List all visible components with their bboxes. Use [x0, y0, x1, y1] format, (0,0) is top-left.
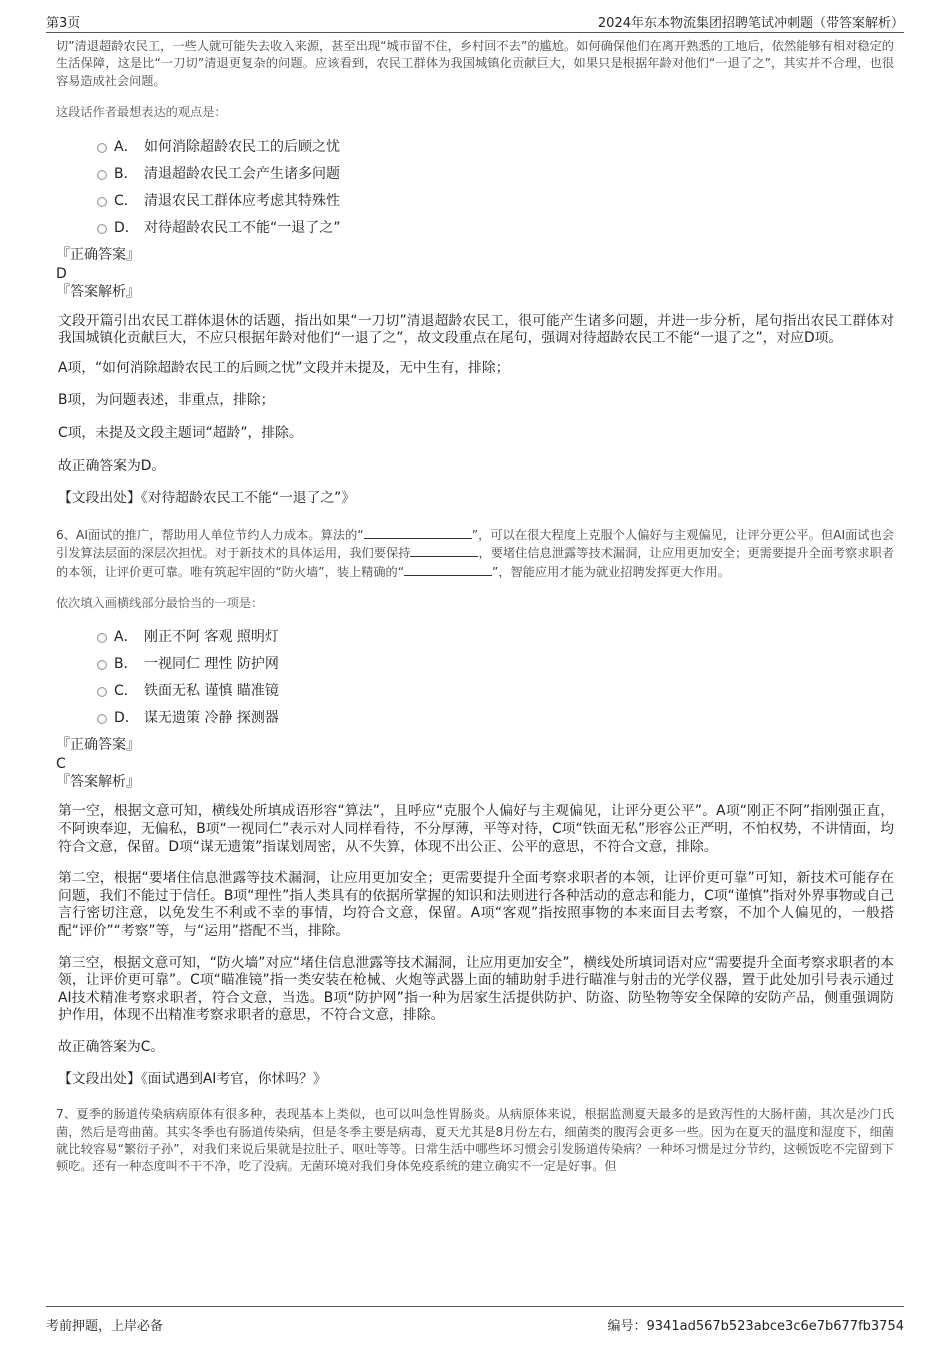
radio-icon[interactable]	[97, 170, 107, 180]
q6-source: 【文段出处】《面试遇到AI考官，你怵吗？》	[58, 1070, 327, 1087]
q5-option-a[interactable]: A． 如何消除超龄农民工的后顾之忧	[56, 134, 894, 161]
q6-option-a[interactable]: A． 刚正不阿 客观 照明灯	[56, 624, 894, 651]
q5-option-d[interactable]: D． 对待超龄农民工不能“一退了之”	[56, 215, 894, 242]
q5-passage: 切”清退超龄农民工，一些人就可能失去收入来源，甚至出现“城市留不住，乡村回不去”的尴尬。如何确保他们在离开熟悉的工地后，依然能够有相对稳定的生活保障，这是比“一刀切”清退更复杂的问题。应该看到，农民工群体为我国城镇化贡献巨大，如果只是根据年龄对他们“一退了之”，其实并不合理，也很容易造成社会问题。	[56, 39, 894, 88]
q6-explanation-1: 第一空，根据文意可知，横线处所填成语形容“算法”，且呼应“克服个人偏好与主观偏见，让评分更公平”。A项“刚正不阿”指刚强正直，不阿谀奉迎，无偏私，B项“一视同仁”表示对人同样看待，不分厚薄，平等对待，C项“铁面无私”形容公正严明，不怕权势，不讲情面，均符合文意，保留。D项“谋无遗策”指谋划周密，从不失算，体现不出公正、公平的意思，不符合文意，排除。	[58, 803, 894, 855]
document-code: 编号：9341ad567b523abce3c6e7b677fb3754	[607, 1319, 904, 1334]
q6-passage: 6、AI面试的推广，帮助用人单位节约人力成本。算法的“ ”，可以在很大程度上克服个人偏好与主观偏见，让评分更公平。但AI面试也会引发算法层面的深层次担忧。对于新技术的具体运用，我们要保持 ，要堵住信息泄露等技术漏洞，让应用更加安全；更需要提升全面考察求职者的本领，让评价更可靠。唯有筑起牢固的“防火墙”，装上精确的“ ”，智能应用才能为就业招聘发挥更大作用。	[56, 527, 895, 579]
blank-2[interactable]	[410, 544, 478, 557]
blank-3[interactable]	[404, 563, 492, 576]
q6-option-d[interactable]: D． 谋无遗策 冷静 探测器	[56, 705, 894, 732]
q5-explanation-5: 故正确答案为D。	[58, 457, 166, 474]
radio-icon[interactable]	[97, 143, 107, 153]
q6-prompt: 依次填入画横线部分最恰当的一项是：	[56, 596, 264, 610]
q5-answer: D	[56, 265, 67, 282]
q6-option-c[interactable]: C． 铁面无私 谨慎 瞄准镜	[56, 678, 894, 705]
q5-explanation-4: C项，未提及文段主题词“超龄”，排除。	[58, 425, 303, 441]
radio-icon[interactable]	[97, 224, 107, 234]
q6-explanation-2: 第二空，根据“要堵住信息泄露等技术漏洞，让应用更加安全；更需要提升全面考察求职者的本领，让评价更可靠”可知，新技术可能存在问题，我们不能过于信任。B项“理性”指人类具有的依据所掌握的知识和法则进行各种活动的意志和能力，C项“谨慎”指对外界事物或自己言行密切注意，以免发生不利或不幸的事情，均符合文意，保留。A项“客观”指按照事物的本来面目去考察，不加个人偏见的，一般搭配“评价”“考察”等，与“运用”搭配不当，排除。	[58, 870, 894, 939]
q5-explanation-2: A项，“如何消除超龄农民工的后顾之忧”文段并未提及，无中生有，排除；	[58, 359, 510, 376]
radio-icon[interactable]	[97, 714, 107, 724]
q6-explanation-3: 第三空，根据文意可知，“防火墙”对应“堵住信息泄露等技术漏洞，让应用更加安全”，横线处所填词语对应“需要提升全面考察求职者的本领，让评价更可靠”。C项“瞄准镜”指一类安装在枪械、火炮等武器上面的辅助射手进行瞄准与射击的光学仪器，置于此处加引号表示通过AI技术精准考察求职者，符合文意，当选。B项“防护网”指一种为居家生活提供防护、防盗、防坠物等安全保障的安防产品，侧重强调防护作用，体现不出精准考察求职者的意思，不符合文意，排除。	[58, 954, 894, 1024]
radio-icon[interactable]	[97, 660, 107, 670]
q6-answer-tag: 『正确答案』	[56, 737, 140, 754]
page-header	[46, 8, 904, 33]
page-footer	[46, 1306, 904, 1341]
radio-icon[interactable]	[97, 633, 107, 643]
radio-icon[interactable]	[97, 687, 107, 697]
q5-explanation-1: 文段开篇引出农民工群体退休的话题，指出如果“一刀切”清退超龄农民工，很可能产生诸多问题，并进一步分析，尾句指出农民工群体对我国城镇化贡献巨大，不应只根据年龄对他们“一退了之”，故文段重点在尾句，强调对待超龄农民工不能“一退了之”，对应D项。	[58, 312, 894, 347]
q5-answer-tag: 『正确答案』	[56, 246, 140, 263]
q5-prompt: 这段话作者最想表达的观点是：	[56, 105, 227, 120]
blank-1[interactable]	[364, 526, 472, 539]
q7-passage: 7、夏季的肠道传染病病原体有很多种，表现基本上类似，也可以叫急性胃肠炎。从病原体来说，根据监测夏天最多的是致泻性的大肠杆菌，其次是沙门氏菌，然后是弯曲菌。其实冬季也有肠道传染病，但是冬季主要是病毒，夏天尤其是8月份左右，细菌类的腹泻会更多一些。因为在夏天的温度和湿度下，细菌就比较容易“繁衍子孙”，对我们来说后果就是拉肚子、呕吐等等。日常生活中哪些坏习惯会引发肠道传染病？一种坏习惯是过分节约，这顿饭吃不完留到下顿吃。还有一种态度叫不干不净，吃了没病。无菌环境对我们身体免疫系统的建立确实不一定是好事。但	[56, 1107, 894, 1174]
q5-analysis-tag: 『答案解析』	[56, 283, 140, 300]
q6-answer: C	[56, 756, 66, 773]
page-number: 第3页	[46, 16, 81, 31]
q5-source: 【文段出处】《对待超龄农民工不能“一退了之”》	[58, 490, 356, 507]
q5-explanation-3: B项，为问题表述，非重点，排除；	[58, 392, 275, 409]
q5-option-b[interactable]: B． 清退超龄农民工会产生诸多问题	[56, 161, 894, 188]
document-title: 2024年东本物流集团招聘笔试冲刺题（带答案解析）	[597, 16, 904, 31]
radio-icon[interactable]	[97, 197, 107, 207]
document-body	[56, 38, 894, 1176]
q6-option-b[interactable]: B． 一视同仁 理性 防护网	[56, 651, 894, 678]
q6-options	[56, 624, 894, 732]
q5-option-c[interactable]: C． 清退农民工群体应考虑其特殊性	[56, 188, 894, 215]
footer-slogan: 考前押题，上岸必备	[46, 1319, 164, 1334]
q6-analysis-tag: 『答案解析』	[56, 774, 140, 791]
q6-explanation-4: 故正确答案为C。	[58, 1038, 165, 1055]
q5-options	[56, 134, 894, 242]
